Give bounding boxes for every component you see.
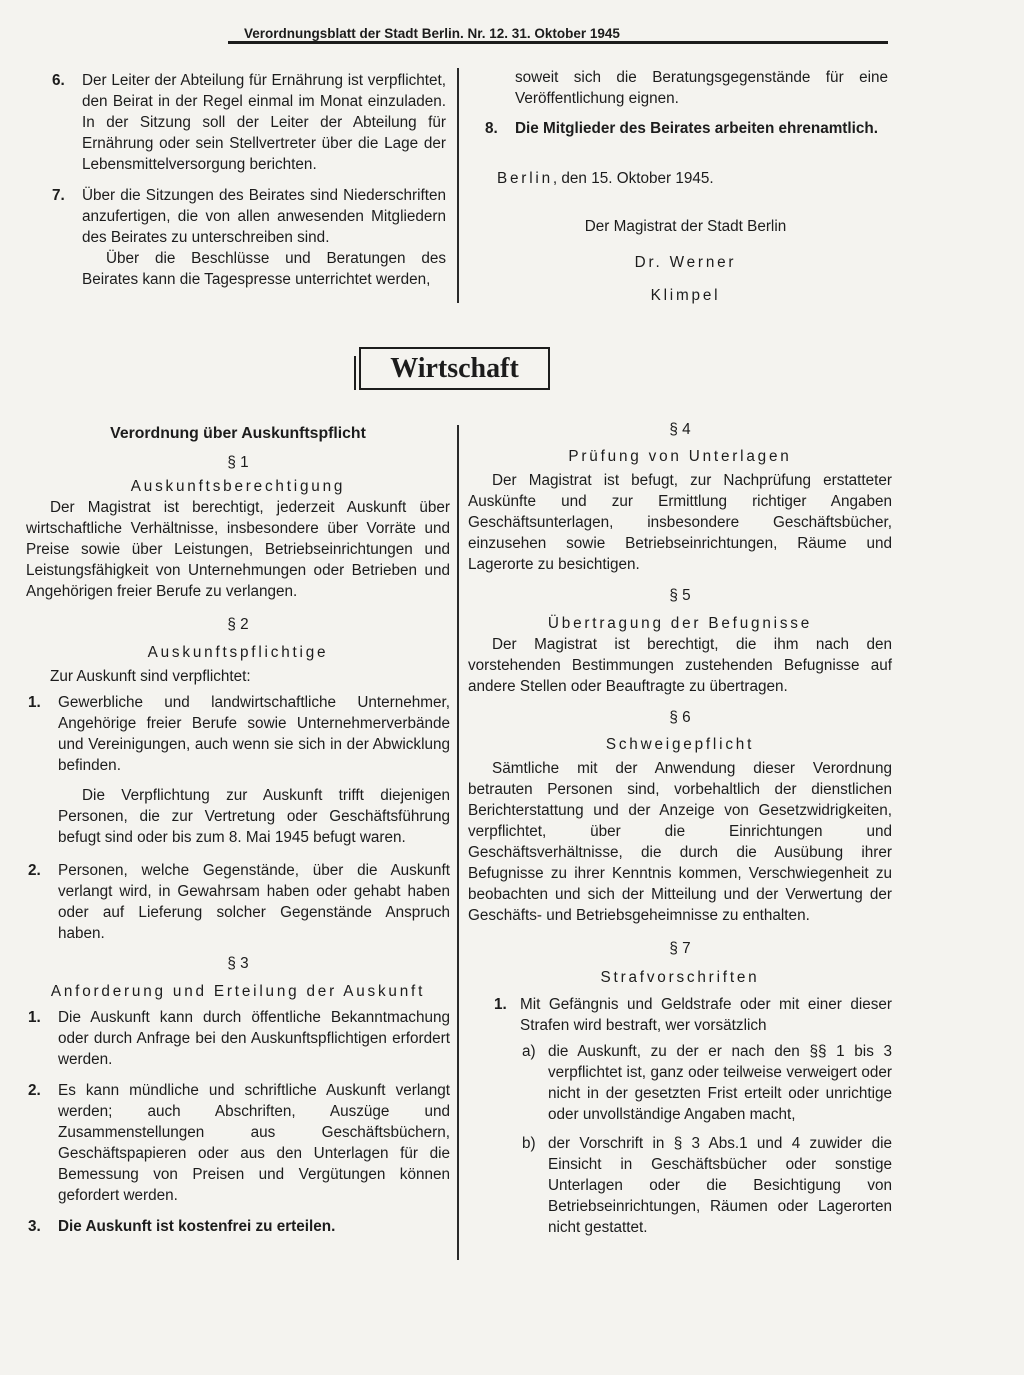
column-divider-main	[457, 425, 459, 1260]
item-text: Der Leiter der Abteilung für Ernährung ist verpflichtet, den Beirat in der Regel einmal im Monat einzuladen. In der Sitzung soll der Leiter der Abteilung für Ernährung oder sein Stellvertreter über die Lage der Lebensmittelversorgung berichten.	[82, 72, 446, 173]
paragraph-4-heading: Prüfung von Unterlagen	[568, 448, 792, 465]
header-rule	[228, 41, 888, 44]
item-number: 8.	[485, 120, 498, 137]
paragraph-7-subitem-b	[520, 1133, 892, 1238]
item-text: Gewerbliche und landwirtschaftliche Unternehmer, Angehörige freier Berufe sowie Unternehmerverbände und Vereinigungen, auch wenn sie sich in der Abwicklung befinden.	[58, 694, 450, 774]
item-text: Über die Sitzungen des Beirates sind Niederschriften anzufertigen, die von allen anwesenden Mitgliedern des Beirates zu unterschreiben sind.	[82, 187, 446, 246]
paragraph-4-text: Der Magistrat ist befugt, zur Nachprüfung erstatteter Auskünfte und zur Ermittlung richtiger Angaben Geschäftsunterlagen, insbesondere Geschäftsbücher, einzusehen sowie Betriebseinrichtungen, Räume und Lagerorte zu besichtigen.	[468, 472, 892, 573]
paragraph-3-item-3	[26, 1216, 450, 1237]
paragraph-3-number: § 3	[227, 955, 249, 972]
list-item-7-continuation: Über die Beschlüsse und Beratungen des Beirates kann die Tagespresse unterrichtet werden,	[82, 250, 446, 288]
paragraph-1-text: Der Magistrat ist berechtigt, jederzeit Auskunft über wirtschaftliche Verhältnisse, insbesondere über Vorräte und Preise sowie über Leistungen, Betriebseinrichtungen und Leistungsfähigkeit von Unternehmungen oder Betrieben und Angehörigen freier Berufe zu verlangen.	[26, 499, 450, 600]
paragraph-3-item-2	[26, 1080, 450, 1206]
signature-name-1: Dr. Werner	[634, 254, 737, 271]
paragraph-5-text: Der Magistrat ist berechtigt, die ihm nach den vorstehenden Bestimmungen zustehenden Befugnisse auf andere Stellen oder Beauftragte zu übertragen.	[468, 636, 892, 695]
item-number: 1.	[28, 694, 41, 711]
left-column	[26, 423, 450, 1237]
paragraph-6-heading: Schweigepflicht	[605, 736, 755, 753]
item-text: Die Mitglieder des Beirates arbeiten ehrenamtlich.	[515, 120, 878, 137]
item-number: 2.	[28, 862, 41, 879]
signature-authority: Der Magistrat der Stadt Berlin	[584, 218, 787, 235]
list-item-6	[50, 70, 446, 175]
paragraph-2-number: § 2	[227, 616, 249, 633]
paragraph-6-number: § 6	[669, 709, 691, 726]
item-number: 2.	[28, 1082, 41, 1099]
ordinance-title: Verordnung über Auskunftspflicht	[110, 425, 366, 442]
paragraph-2-item-2	[26, 860, 450, 944]
title-mark	[354, 356, 356, 390]
right-column	[468, 419, 892, 1238]
list-item-8	[483, 118, 888, 139]
paragraph-7-item-1	[468, 994, 892, 1036]
continuation-text: soweit sich die Beratungsgegenstände für eine Veröffentlichung eignen.	[515, 69, 888, 107]
paragraph-6-text: Sämtliche mit der Anwendung dieser Verordnung betrauten Personen sind, vorbehaltlich der dienstlichen Berichterstattung und der Anzeige von Gesetzwidrigkeiten, verpflichtet, über die Einrichtungen und Geschäftsverhältnisse, die durch die Ausübung ihrer Befugnisse zu ihrer Kenntnis kommen, Verschwiegenheit zu beobachten und sich der Mitteilung und der Verwertung der Geschäfts- und Betriebsgeheimnisse zu enthalten.	[468, 760, 892, 924]
top-left-column	[50, 70, 446, 290]
subitem-text: die Auskunft, zu der er nach den §§ 1 bis 3 verpflichtet ist, ganz oder teilweise verweigert oder nicht in der gesetzten Frist erteilt oder unrichtige oder unvollständige Angaben macht,	[548, 1043, 892, 1123]
paragraph-7-subitem-a	[520, 1041, 892, 1125]
page-header: Verordnungsblatt der Stadt Berlin. Nr. 12. 31. Oktober 1945	[244, 26, 620, 41]
item-number: 1.	[28, 1009, 41, 1026]
subitem-letter: b)	[522, 1135, 536, 1152]
paragraph-5-number: § 5	[669, 587, 691, 604]
paragraph-2-item-1	[26, 692, 450, 776]
item-number: 1.	[494, 996, 507, 1013]
list-item-7	[50, 185, 446, 248]
paragraph-7-heading: Strafvorschriften	[600, 969, 760, 986]
place-date	[483, 168, 888, 189]
section-title: Wirtschaft	[359, 347, 550, 390]
paragraph-4-number: § 4	[669, 421, 691, 438]
item-text: Es kann mündliche und schriftliche Auskunft verlangt werden; auch Abschriften, Auszüge und Zusammenstellungen aus Geschäftsbüchern, Geschäftspapieren oder aus den Unterlagen für die Bemessung von Preisen und Vergütungen können gefordert werden.	[58, 1082, 450, 1204]
paragraph-2-heading: Auskunftspflichtige	[147, 644, 329, 661]
item-text: Personen, welche Gegenstände, über die Auskunft verlangt wird, in Gewahrsam haben oder gehabt haben oder auf Lieferung solcher Gegenstände Anspruch haben.	[58, 862, 450, 942]
item-text: Die Auskunft kann durch öffentliche Bekanntmachung oder durch Anfrage bei den Auskunftspflichtigen erfordert werden.	[58, 1009, 450, 1068]
paragraph-1-number: § 1	[227, 454, 249, 471]
item-text: Mit Gefängnis und Geldstrafe oder mit einer dieser Strafen wird bestraft, wer vorsätzlich	[520, 996, 892, 1034]
paragraph-2-item-1-continuation: Die Verpflichtung zur Auskunft trifft diejenigen Personen, die zur Vertretung oder Geschäftsführung befugt sind oder bis zum 8. Mai 1945 befugt waren.	[58, 787, 450, 846]
date: , den 15. Oktober 1945.	[552, 170, 714, 187]
paragraph-5-heading: Übertragung der Befugnisse	[547, 615, 813, 632]
paragraph-2-intro: Zur Auskunft sind verpflichtet:	[50, 668, 251, 685]
signature-name-2: Klimpel	[650, 287, 721, 304]
top-right-column	[483, 67, 888, 306]
paragraph-3-heading: Anforderung und Erteilung der Auskunft	[50, 983, 426, 1000]
paragraph-7-number: § 7	[669, 940, 691, 957]
place-name: Berlin	[497, 170, 553, 187]
column-divider-top	[457, 68, 459, 303]
item-text: Die Auskunft ist kostenfrei zu erteilen.	[58, 1218, 336, 1235]
item-number: 6.	[52, 72, 65, 89]
subitem-letter: a)	[522, 1043, 536, 1060]
paragraph-1-heading: Auskunftsberechtigung	[130, 478, 346, 495]
subitem-text: der Vorschrift in § 3 Abs.1 und 4 zuwider die Einsicht in Geschäftsbücher oder sonstige Unterlagen oder die Besichtigung von Betriebseinrichtungen, Räumen oder Lagerorten nicht gestattet.	[548, 1135, 892, 1236]
paragraph-3-item-1	[26, 1007, 450, 1070]
item-number: 3.	[28, 1218, 41, 1235]
item-number: 7.	[52, 187, 65, 204]
